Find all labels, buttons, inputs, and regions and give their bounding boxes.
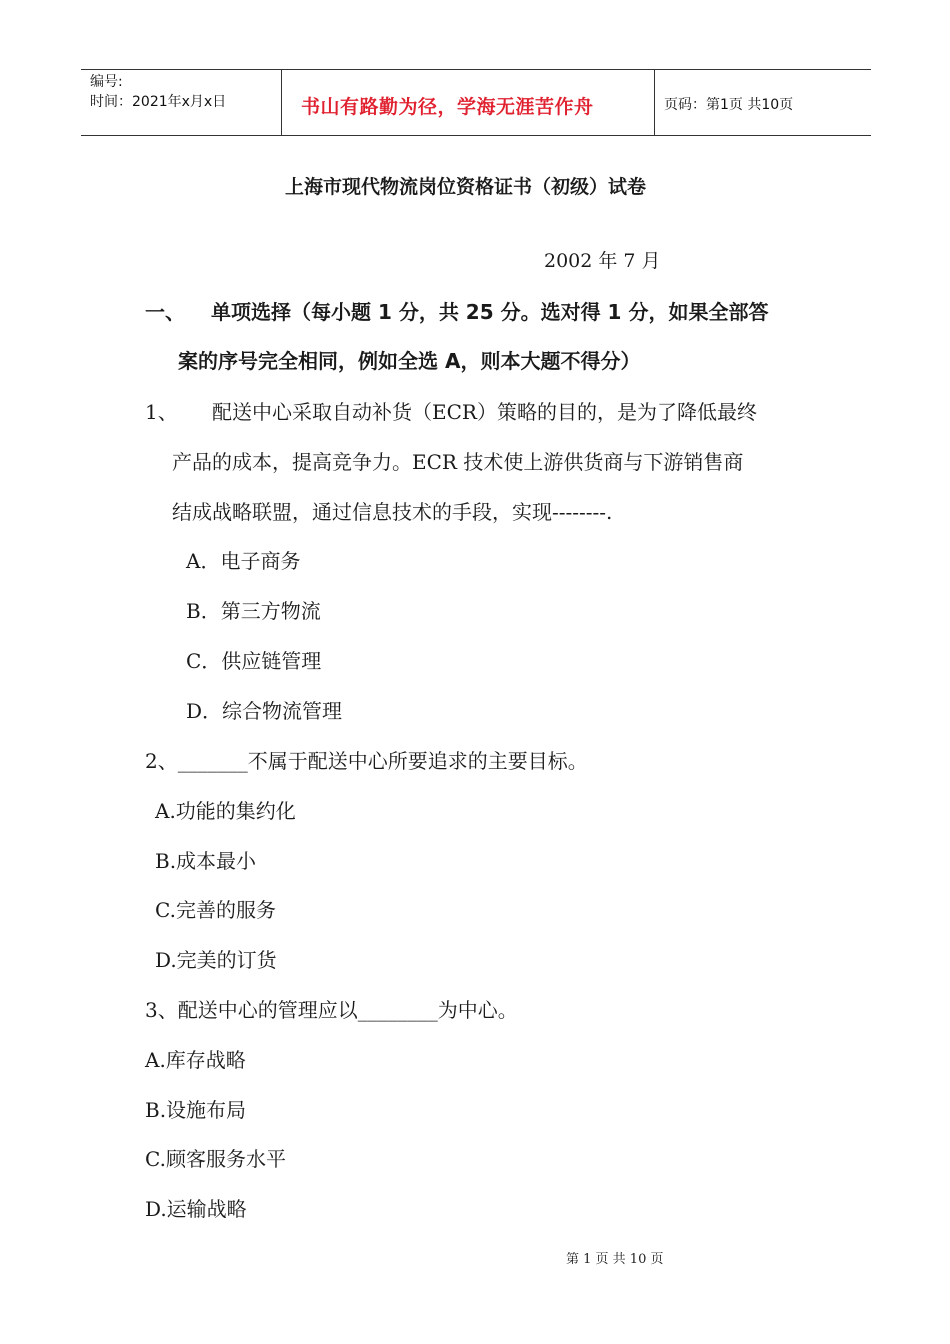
question-3-option-c: C.顾客服务水平	[145, 1147, 286, 1171]
question-3-option-a: A.库存战略	[145, 1048, 246, 1072]
question-2-option-b: B.成本最小	[155, 849, 257, 873]
header-bottom-border	[81, 135, 871, 136]
footer-page-number: 第 1 页 共 10 页	[566, 1252, 664, 1267]
header-page-info: 页码：第1页 共10页	[664, 97, 794, 113]
document-date: 2002 年 7 月	[544, 250, 661, 272]
question-3-stem: 3、配送中心的管理应以________为中心。	[145, 998, 518, 1022]
question-2-option-d: D.完美的订货	[155, 948, 277, 972]
question-1-option-c: C．供应链管理	[186, 649, 322, 673]
question-2-option-a: A.功能的集约化	[155, 799, 296, 823]
header-motto: 书山有路勤为径，学海无涯苦作舟	[301, 96, 594, 118]
section-number: 一、	[145, 300, 185, 324]
question-3-option-d: D.运输战略	[145, 1197, 247, 1221]
header-time-label: 时间：2021年x月x日	[90, 94, 227, 110]
header-divider-2	[654, 69, 655, 136]
question-1-option-b: B．第三方物流	[186, 599, 321, 623]
section-heading-line2: 案的序号完全相同，例如全选 A，则本大题不得分）	[178, 349, 641, 373]
question-1-number: 1、	[145, 400, 178, 424]
question-1-line1: 配送中心采取自动补货（ECR）策略的目的，是为了降低最终	[212, 400, 757, 424]
question-1-option-a: A．电子商务	[186, 549, 301, 573]
header-number-label: 编号:	[90, 74, 123, 90]
question-1-line3: 结成战略联盟，通过信息技术的手段，实现--------.	[172, 500, 613, 524]
section-heading-line1: 单项选择（每小题 1 分，共 25 分。选对得 1 分，如果全部答	[211, 300, 769, 324]
question-1-option-d: D．综合物流管理	[186, 699, 343, 723]
question-3-option-b: B.设施布局	[145, 1098, 247, 1122]
question-1-line2: 产品的成本，提高竞争力。ECR 技术使上游供货商与下游销售商	[172, 450, 744, 474]
document-title: 上海市现代物流岗位资格证书（初级）试卷	[285, 176, 647, 198]
question-2-option-c: C.完善的服务	[155, 898, 276, 922]
question-2-stem: 2、_______不属于配送中心所要追求的主要目标。	[145, 749, 588, 773]
header-top-border	[81, 69, 871, 70]
header-divider-1	[281, 69, 282, 136]
